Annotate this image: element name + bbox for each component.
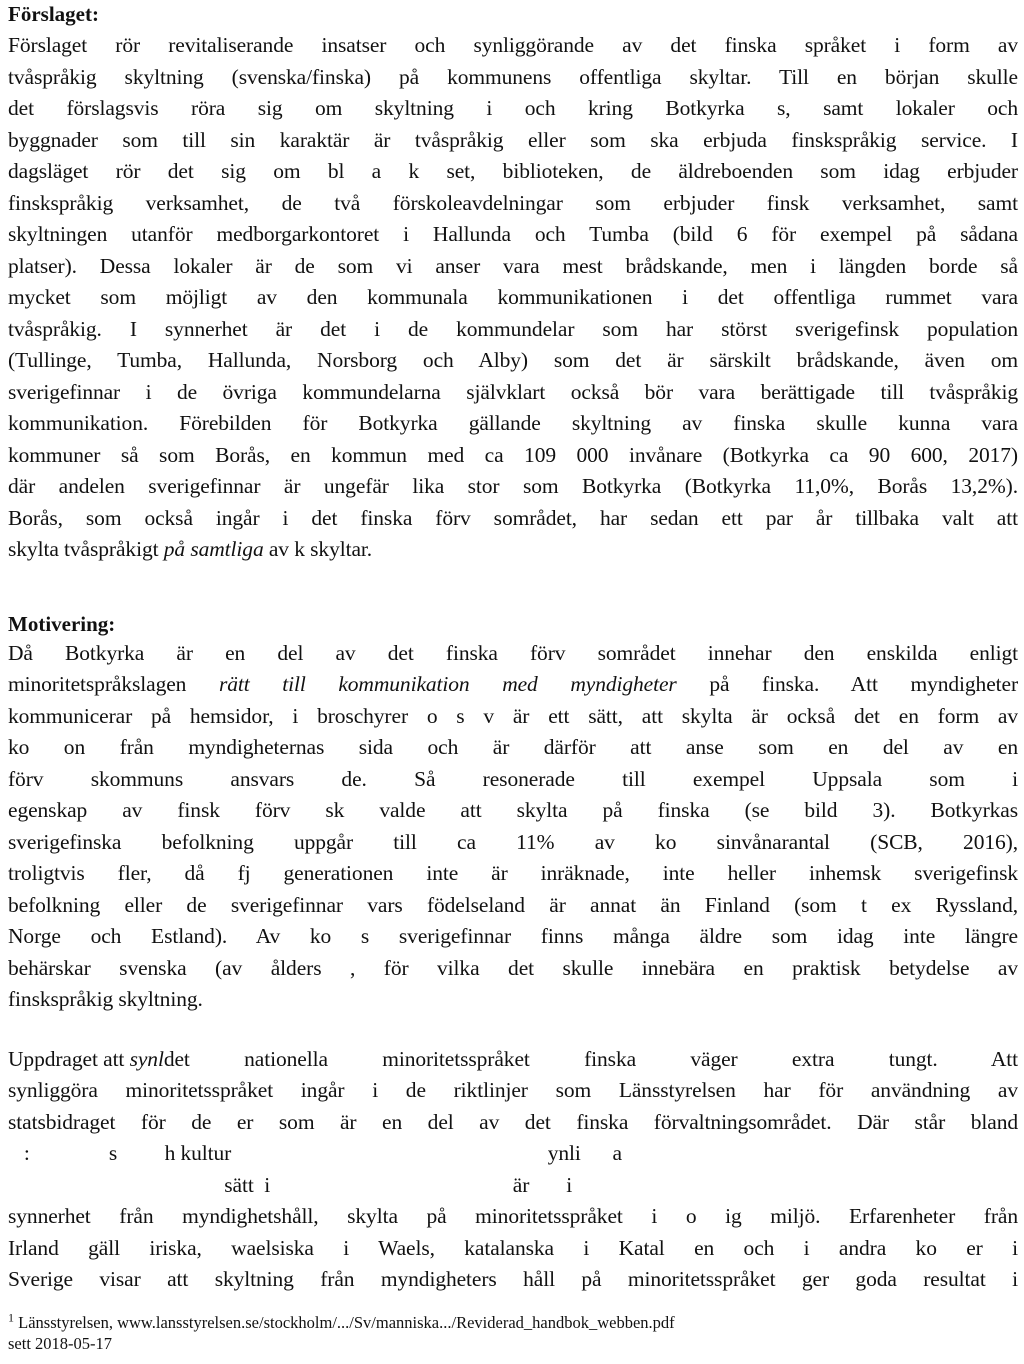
text-run: Uppdraget att (8, 1046, 130, 1071)
text-line: Borås, som också ingår i det finska förv sområdet, har sedan ett par år tillbaka valt att (8, 505, 1018, 530)
footnote (8, 1312, 1008, 1354)
text-line (8, 669, 1018, 701)
paragraph-motivering (8, 638, 1018, 1016)
text-line-last: finskspråkig skyltning. (8, 987, 203, 1011)
footnote-line (8, 1312, 1008, 1333)
text-line: Sverige visar att skyltning från myndigheters håll på minoritetsspråket ger goda resultat i (8, 1267, 1018, 1291)
text-line: tvåspråkig skyltning (svenska/finska) på kommunens offentliga skyltar. Till en början skulle (8, 64, 1018, 89)
text-run: på finska. Att myndigheter (676, 672, 1018, 696)
text-line (8, 1044, 1018, 1076)
text-line: Irland gäll iriska, waelsiska i Waels, katalanska i Katal en och i andra ko er i (8, 1235, 1018, 1260)
text-run: skylta tvåspråkigt (8, 537, 164, 561)
text-line-fragmented: sätt i är i (8, 1172, 573, 1197)
footnote-number: 1 (8, 1310, 14, 1325)
text-line: byggnader som till sin karaktär är tvåspråkig eller som ska erbjuda finskspråkig service. I (8, 127, 1018, 152)
text-line: det förslagsvis röra sig om skyltning i och kring Botkyrka s, samt lokaler och (8, 96, 1018, 120)
text-line: sverigefinska befolkning uppgår till ca 11% av ko sinvånarantal (SCB, 2016), (8, 829, 1018, 854)
text-line: egenskap av finsk förv sk valde att skylta på finska (se bild 3). Botkyrkas (8, 798, 1018, 822)
paragraph-uppdraget (8, 1044, 1018, 1296)
emphasis-text: rätt till kommunikation med myndigheter (218, 672, 677, 696)
text-line: dagsläget rör det sig om bl a k set, biblioteken, de äldreboenden som idag erbjuder (8, 159, 1018, 183)
text-line: tvåspråkig. I synnerhet är det i de kommundelar som har störst sverigefinsk population (8, 316, 1018, 341)
text-line: sverigefinnar i de övriga kommundelarna självklart också bör vara berättigade till tvåspråkig (8, 379, 1018, 404)
text-line: statsbidraget för de er som är en del av det finska förvaltningsområdet. Där står bland (8, 1109, 1018, 1134)
text-run: det nationella minoritetsspråket finska väger extra tungt. Att (163, 1046, 1018, 1071)
text-line: ko on från myndigheternas sida och är därför att anse som en del av en (8, 735, 1018, 759)
document-page (8, 0, 1018, 1296)
text-line: (Tullinge, Tumba, Hallunda, Norsborg och Alby) som det är särskilt brådskande, även om (8, 348, 1018, 372)
paragraph-forslaget (8, 30, 1018, 566)
text-run: av k skyltar. (263, 537, 373, 561)
footnote-text: Länsstyrelsen, www.lansstyrelsen.se/stockholm/.../Sv/manniska.../Reviderad_handbok_webben.pdf (14, 1313, 675, 1332)
text-line: Norge och Estland). Av ko s sverigefinnar finns många äldre som idag inte längre (8, 924, 1018, 948)
text-line: synliggöra minoritetsspråket ingår i de riktlinjer som Länsstyrelsen har för användning av (8, 1078, 1018, 1102)
text-run: minoritetspråkslagen (8, 672, 219, 696)
heading-motivering: Motivering: (8, 611, 116, 636)
text-line-last (8, 534, 1018, 566)
emphasis-text: på samtliga (163, 537, 264, 561)
text-line-fragmented: : s h kultur ynli a (8, 1141, 622, 1165)
text-line: kommuner så som Borås, en kommun med ca 109 000 invånare (Botkyrka ca 90 600, 2017) (8, 442, 1018, 467)
text-line: Förslaget rör revitaliserande insatser och synliggörande av det finska språket i form av (8, 33, 1018, 57)
text-line: förv skommuns ansvars de. Så resonerade till exempel Uppsala som i (8, 766, 1018, 791)
text-line: platser). Dessa lokaler är de som vi anser vara mest brådskande, men i längden borde så (8, 253, 1018, 278)
text-line: behärskar svenska (av ålders , för vilka det skulle innebära en praktisk betydelse av (8, 955, 1018, 980)
emphasis-text: synl (129, 1046, 164, 1071)
text-line: finskspråkig verksamhet, de två förskoleavdelningar som erbjuder finsk verksamhet, samt (8, 190, 1018, 215)
text-line: befolkning eller de sverigefinnar vars födelseland är annat än Finland (som t ex Ryssland, (8, 892, 1018, 917)
text-line: kommunikation. Förebilden för Botkyrka gällande skyltning av finska skulle kunna vara (8, 411, 1018, 435)
text-line: mycket som möjligt av den kommunala kommunikationen i det offentliga rummet vara (8, 285, 1018, 309)
footnote-date: sett 2018-05-17 (8, 1334, 113, 1353)
text-line: kommunicerar på hemsidor, i broschyrer o s v är ett sätt, att skylta är också det en form av (8, 703, 1018, 728)
text-line: skyltningen utanför medborgarkontoret i Hallunda och Tumba (bild 6 för exempel på sådana (8, 222, 1018, 246)
heading-forslaget: Förslaget: (8, 2, 99, 26)
text-line: där andelen sverigefinnar är ungefär lika stor som Botkyrka (Botkyrka 11,0%, Borås 13,2%). (8, 474, 1018, 498)
text-line: synnerhet från myndighetshåll, skylta på minoritetsspråket i o ig miljö. Erfarenheter från (8, 1204, 1018, 1228)
text-line: troligtvis fler, då fj generationen inte är inräknade, inte heller inhemsk sverigefinsk (8, 861, 1018, 885)
text-line: Då Botkyrka är en del av det finska förv sområdet innehar den enskilda enligt (8, 640, 1018, 665)
